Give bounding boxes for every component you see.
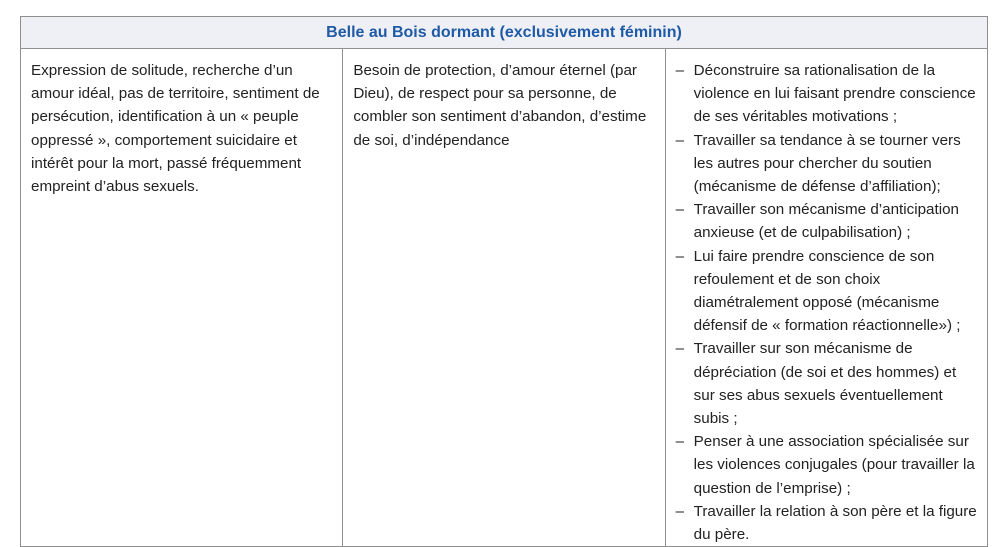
list-item [676, 337, 979, 430]
dash-bullet: – [675, 433, 685, 451]
recommendation-text: Travailler son mécanisme d’anticipation anxieuse (et de culpabilisation) ; [693, 201, 959, 242]
header-row [21, 17, 988, 49]
table-title: Belle au Bois dormant (exclusivement féminin) [21, 17, 988, 49]
list-item [676, 198, 979, 244]
needs-cell [343, 49, 665, 547]
recommendation-text: Déconstruire sa rationalisation de la violence en lui faisant prendre conscience de ses véritables motivations ; [693, 62, 976, 126]
dash-bullet: – [675, 131, 685, 149]
symptoms-text: Expression de solitude, recherche d’un amour idéal, pas de territoire, sentiment de persécution, identification à un « peuple oppressé », comportement suicidaire et intérêt pour la mort, passé fréquemment empreint d’abus sexuels. [31, 62, 320, 196]
content-row [21, 49, 988, 547]
dash-bullet: – [675, 62, 685, 79]
symptoms-cell [21, 49, 343, 547]
recommendations-cell [665, 49, 987, 547]
dash-bullet: – [675, 247, 685, 265]
list-item [676, 500, 979, 546]
recommendation-text: Lui faire prendre conscience de son refoulement et de son choix diamétralement opposé (mécanisme défensif de « formation réactionnelle») ; [693, 247, 961, 335]
list-item [676, 245, 979, 338]
dash-bullet: – [675, 340, 685, 358]
list-item [676, 430, 979, 500]
recommendation-text: Penser à une association spécialisée sur les violences conjugales (pour travailler la question de l’emprise) ; [693, 433, 975, 497]
dash-bullet: – [675, 201, 685, 219]
recommendation-text: Travailler sur son mécanisme de dépréciation (de soi et des hommes) et sur ses abus sexuels éventuellement subis ; [693, 340, 957, 428]
recommendation-text: Travailler sa tendance à se tourner vers les autres pour chercher du soutien (mécanisme de défense d’affiliation); [693, 131, 961, 196]
needs-text: Besoin de protection, d’amour éternel (par Dieu), de respect pour sa personne, de combler son sentiment d’abandon, d’estime de soi, d’indépendance [353, 62, 647, 149]
profile-table [20, 16, 988, 547]
recommendation-text: Travailler la relation à son père et la figure du père. [693, 502, 977, 544]
dash-bullet: – [675, 502, 685, 520]
list-item [676, 129, 979, 199]
recommendations-list [676, 59, 979, 546]
list-item [676, 59, 979, 129]
